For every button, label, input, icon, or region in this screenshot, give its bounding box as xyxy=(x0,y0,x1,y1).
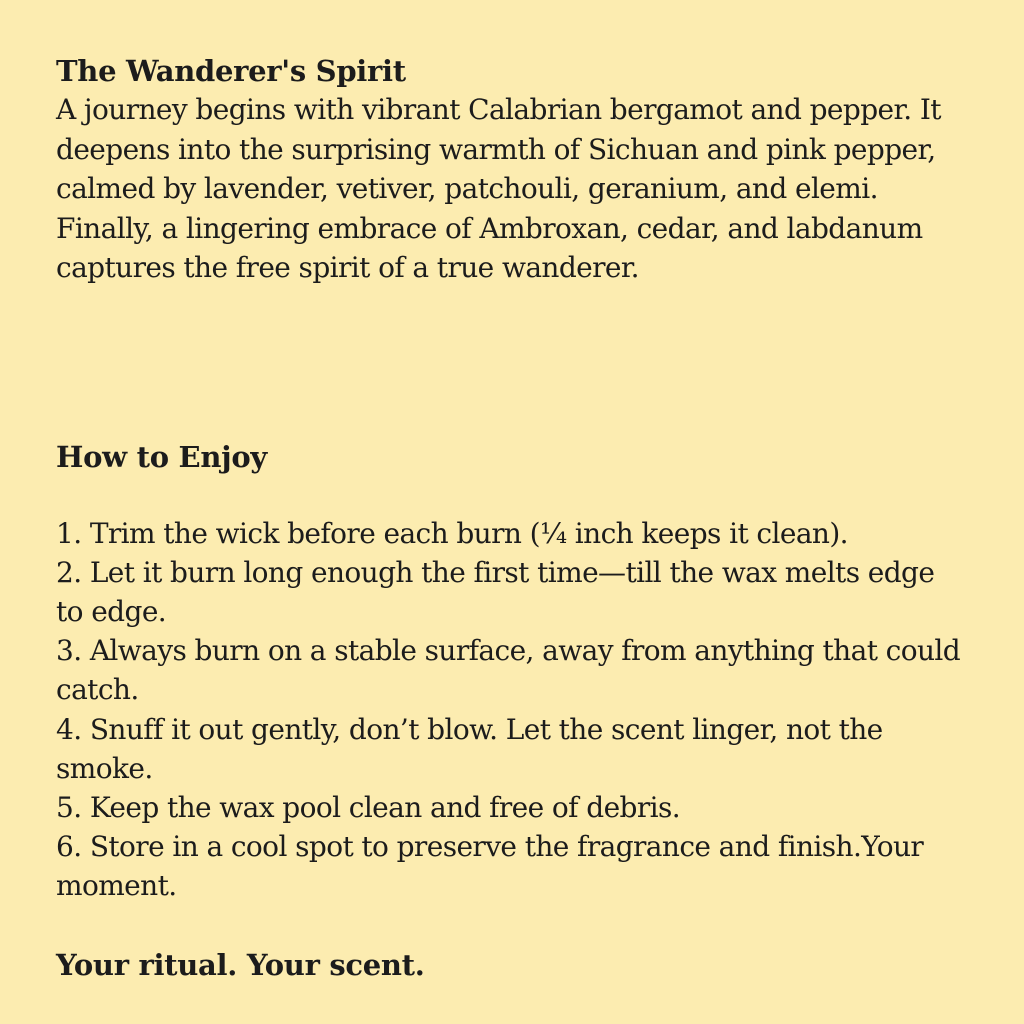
instruction-step-2: 2. Let it burn long enough the first time—till the wax melts edge to edge. xyxy=(56,555,935,628)
instructions-list xyxy=(56,514,968,906)
instruction-step-4: 4. Snuff it out gently, don’t blow. Let the scent linger, not the smoke. xyxy=(56,712,883,785)
intro-title: The Wanderer's Spirit xyxy=(56,54,406,88)
how-to-enjoy-title: How to Enjoy xyxy=(56,439,267,474)
instruction-step-5: 5. Keep the wax pool clean and free of debris. xyxy=(56,790,681,824)
intro-description: A journey begins with vibrant Calabrian bergamot and pepper. It deepens into the surprising warmth of Sichuan and pink pepper, calmed by lavender, vetiver, patchouli, geranium, and elemi. Finally, a lingering embrace of Ambroxan, cedar, and labdanum captures the free spirit of a true wanderer. xyxy=(56,93,941,284)
instruction-step-3: 3. Always burn on a stable surface, away from anything that could catch. xyxy=(56,634,961,707)
instruction-step-6: 6. Store in a cool spot to preserve the fragrance and finish.Your moment. xyxy=(56,830,924,903)
closing-tagline: Your ritual. Your scent. xyxy=(56,947,425,982)
instruction-step-1: 1. Trim the wick before each burn (¼ inch keeps it clean). xyxy=(56,516,848,550)
